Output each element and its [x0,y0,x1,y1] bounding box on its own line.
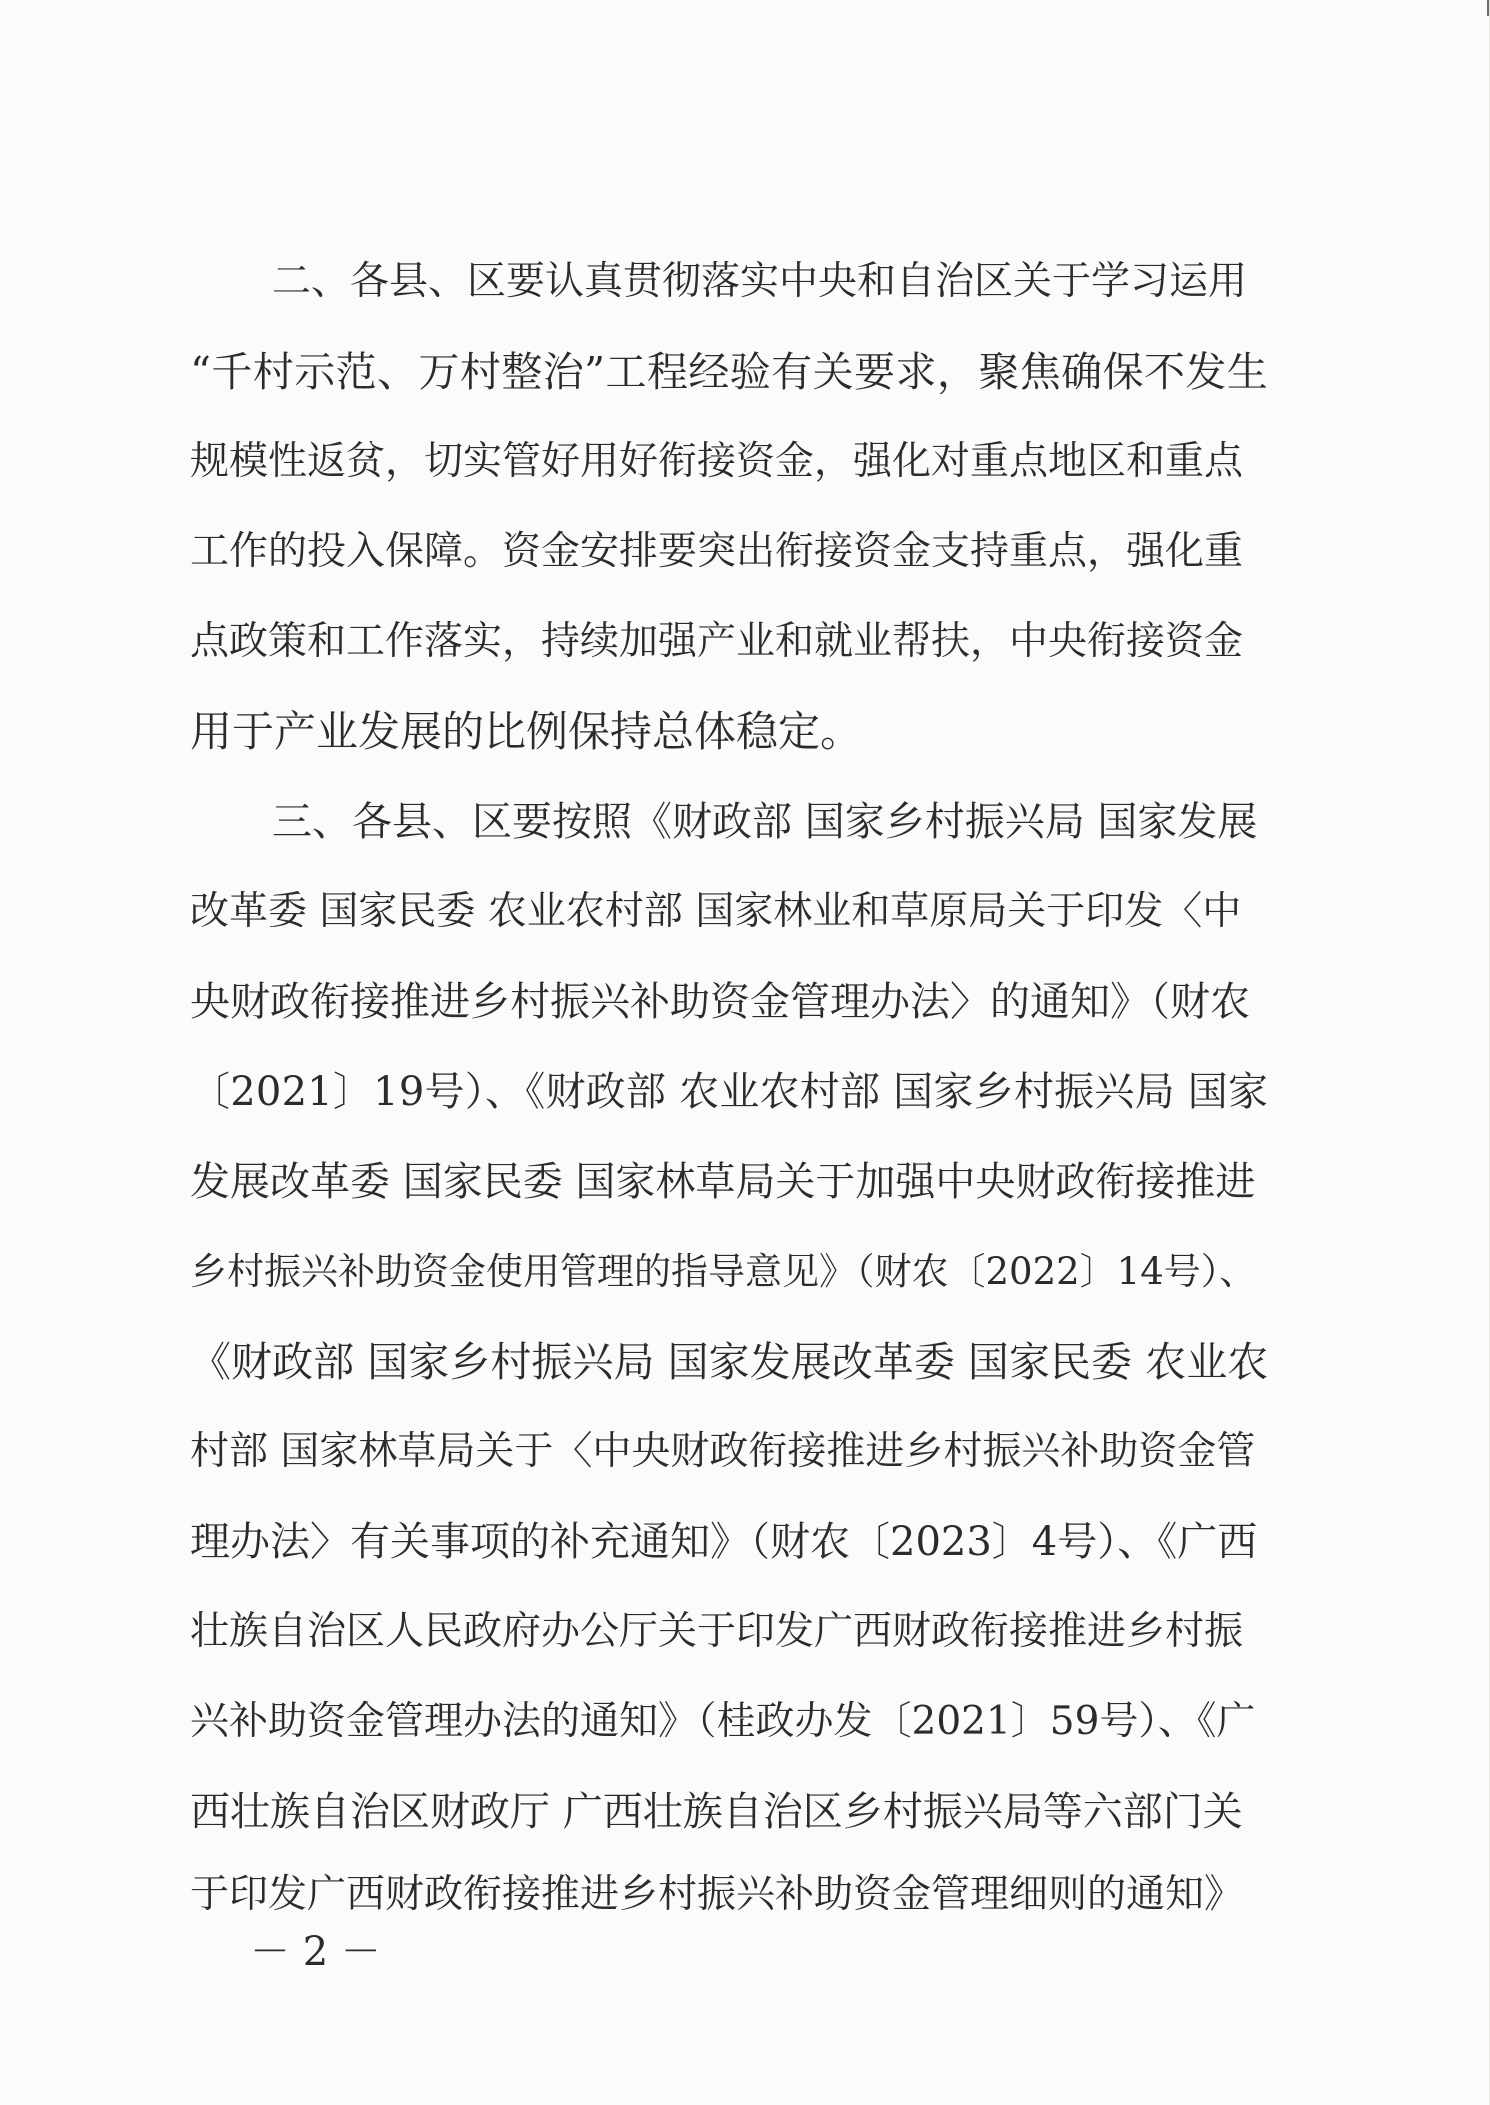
paragraph-2-line-5: 点政策和工作落实，持续加强产业和就业帮扶，中央衔接资金 [190,619,1244,664]
paragraph-3-line-2: 改革委 国家民委 农业农村部 国家林业和草原局关于印发〈中 [190,889,1242,934]
paragraph-3-line-4: 〔2021〕19号）、《财政部 农业农村部 国家乡村振兴局 国家 [190,1069,1269,1115]
paragraph-3-line-8: 村部 国家林草局关于〈中央财政衔接推进乡村振兴补助资金管 [190,1429,1256,1474]
paragraph-2-line-6: 用于产业发展的比例保持总体稳定。 [190,707,863,756]
page-number: － 2 － [250,1929,381,1975]
paragraph-3-line-3: 央财政衔接推进乡村振兴补助资金管理办法〉的通知》（财农 [190,979,1250,1025]
paragraph-2-line-2: “千村示范、万村整治”工程经验有关要求，聚焦确保不发生 [190,348,1269,396]
paragraph-3-line-12: 西壮族自治区财政厅 广西壮族自治区乡村振兴局等六部门关 [190,1789,1243,1835]
paragraph-3-line-6: 乡村振兴补助资金使用管理的指导意见》（财农〔2022〕14号）、 [190,1250,1257,1293]
paragraph-2-line-4: 工作的投入保障。资金安排要突出衔接资金支持重点，强化重 [190,529,1244,574]
paragraph-2-line-3: 规模性返贫，切实管好用好衔接资金，强化对重点地区和重点 [190,439,1244,484]
paragraph-3-line-9: 理办法〉有关事项的补充通知》（财农〔2023〕4号）、《广西 [190,1519,1258,1565]
paragraph-3-line-10: 壮族自治区人民政府办公厅关于印发广西财政衔接推进乡村振 [190,1609,1244,1654]
paragraph-3-line-5: 发展改革委 国家民委 国家林草局关于加强中央财政衔接推进 [190,1159,1256,1205]
paragraph-3-line-11: 兴补助资金管理办法的通知》（桂政办发〔2021〕59号）、《广 [190,1699,1256,1744]
paragraph-2-line-1: 二、各县、区要认真贯彻落实中央和自治区关于学习运用 [272,259,1248,304]
paragraph-3-line-13: 于印发广西财政衔接推进乡村振兴补助资金管理细则的通知》 [190,1872,1244,1917]
paragraph-3-line-7: 《财政部 国家乡村振兴局 国家发展改革委 国家民委 农业农 [190,1338,1269,1386]
paragraph-3-line-1: 三、各县、区要按照《财政部 国家乡村振兴局 国家发展 [272,799,1258,845]
